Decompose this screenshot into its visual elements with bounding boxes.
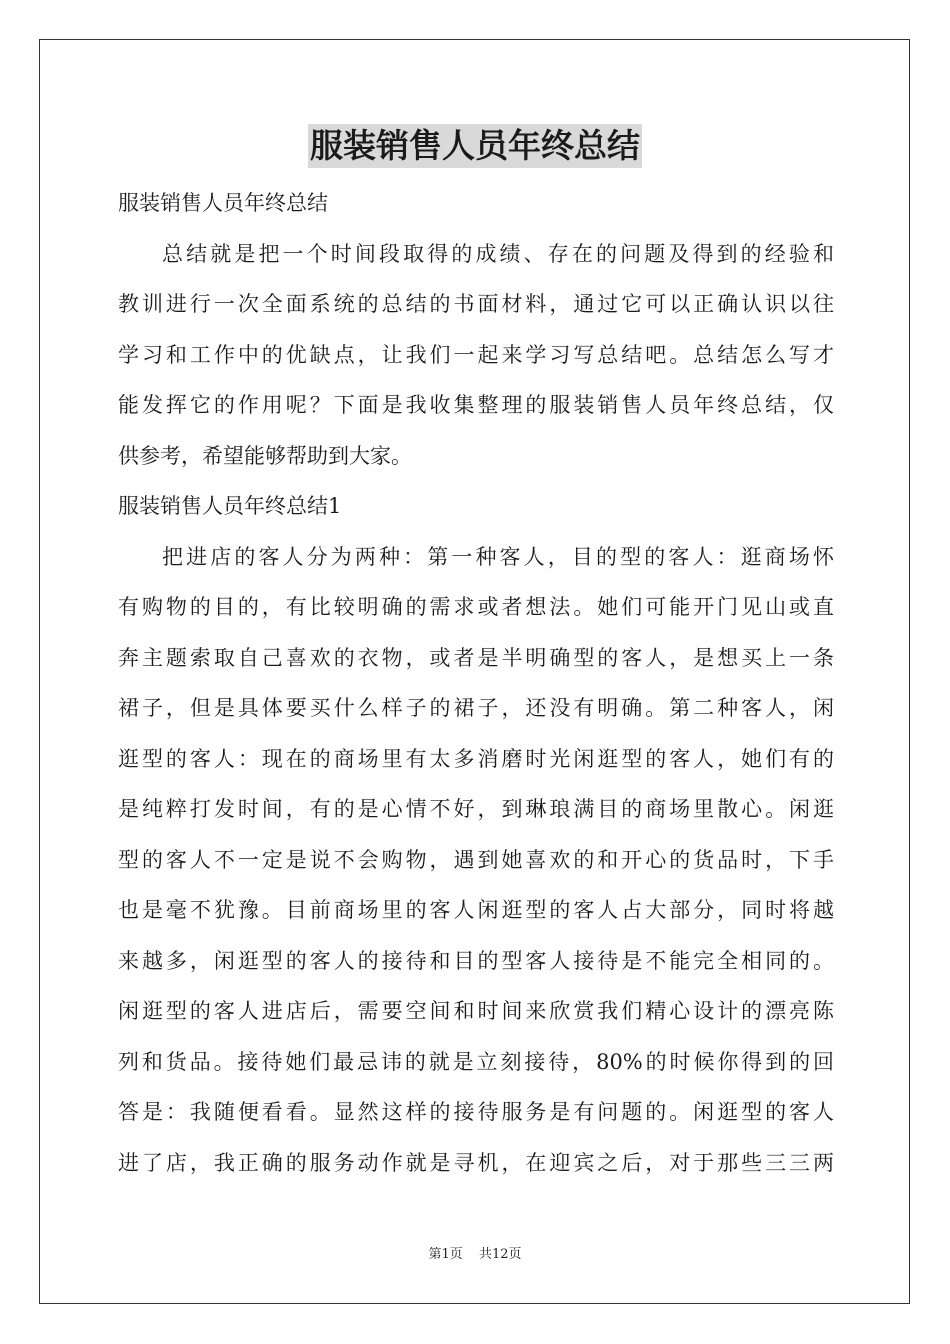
paragraph-line: 答是：我随便看看。显然这样的接待服务是有问题的。闲逛型的客人 [118, 1100, 834, 1124]
paragraph-line: 把进店的客人分为两种：第一种客人，目的型的客人：逛商场怀 [162, 544, 834, 569]
paragraph-line: 能发挥它的作用呢？下面是我收集整理的服装销售人员年终总结，仅 [118, 393, 834, 417]
page-number: 第1页 [428, 1247, 463, 1262]
paragraph-line: 也是毫不犹豫。目前商场里的客人闲逛型的客人占大部分，同时将越 [118, 898, 834, 922]
paragraph-line: 是纯粹打发时间，有的是心情不好，到琳琅满目的商场里散心。闲逛 [118, 797, 834, 821]
paragraph-line: 来越多，闲逛型的客人的接待和目的型客人接待是不能完全相同的。 [118, 948, 834, 973]
document-body [118, 178, 834, 1188]
paragraph-line: 有购物的目的，有比较明确的需求或者想法。她们可能开门见山或直 [118, 595, 834, 619]
paragraph-line: 闲逛型的客人进店后，需要空间和时间来欣赏我们精心设计的漂亮陈 [118, 999, 834, 1023]
paragraph-line: 奔主题索取自己喜欢的衣物，或者是半明确型的客人，是想买上一条 [118, 645, 834, 670]
section-heading: 服装销售人员年终总结 [118, 191, 328, 215]
section-heading: 服装销售人员年终总结1 [118, 494, 342, 518]
title-wrap [0, 124, 950, 168]
paragraph-line: 逛型的客人：现在的商场里有太多消磨时光闲逛型的客人，她们有的 [118, 746, 834, 771]
paragraph-line: 进了店，我正确的服务动作就是寻机，在迎宾之后，对于那些三三两 [118, 1150, 834, 1175]
paragraph-line: 裙子，但是具体要买什么样子的裙子，还没有明确。第二种客人，闲 [118, 696, 834, 720]
paragraph-line: 学习和工作中的优缺点，让我们一起来学习写总结吧。总结怎么写才 [118, 342, 834, 367]
paragraph-line: 供参考，希望能够帮助到大家。 [118, 443, 412, 468]
document-title: 服装销售人员年终总结 [308, 124, 642, 168]
paragraph-line: 总结就是把一个时间段取得的成绩、存在的问题及得到的经验和 [162, 241, 834, 266]
paragraph-line: 型的客人不一定是说不会购物，遇到她喜欢的和开心的货品时，下手 [118, 847, 834, 872]
paragraph-line: 列和货品。接待她们最忌讳的就是立刻接待，80%的时候你得到的回 [118, 1049, 834, 1074]
page-footer [0, 1245, 950, 1265]
page-total: 共12页 [478, 1247, 522, 1262]
paragraph-line: 教训进行一次全面系统的总结的书面材料，通过它可以正确认识以往 [118, 292, 834, 316]
